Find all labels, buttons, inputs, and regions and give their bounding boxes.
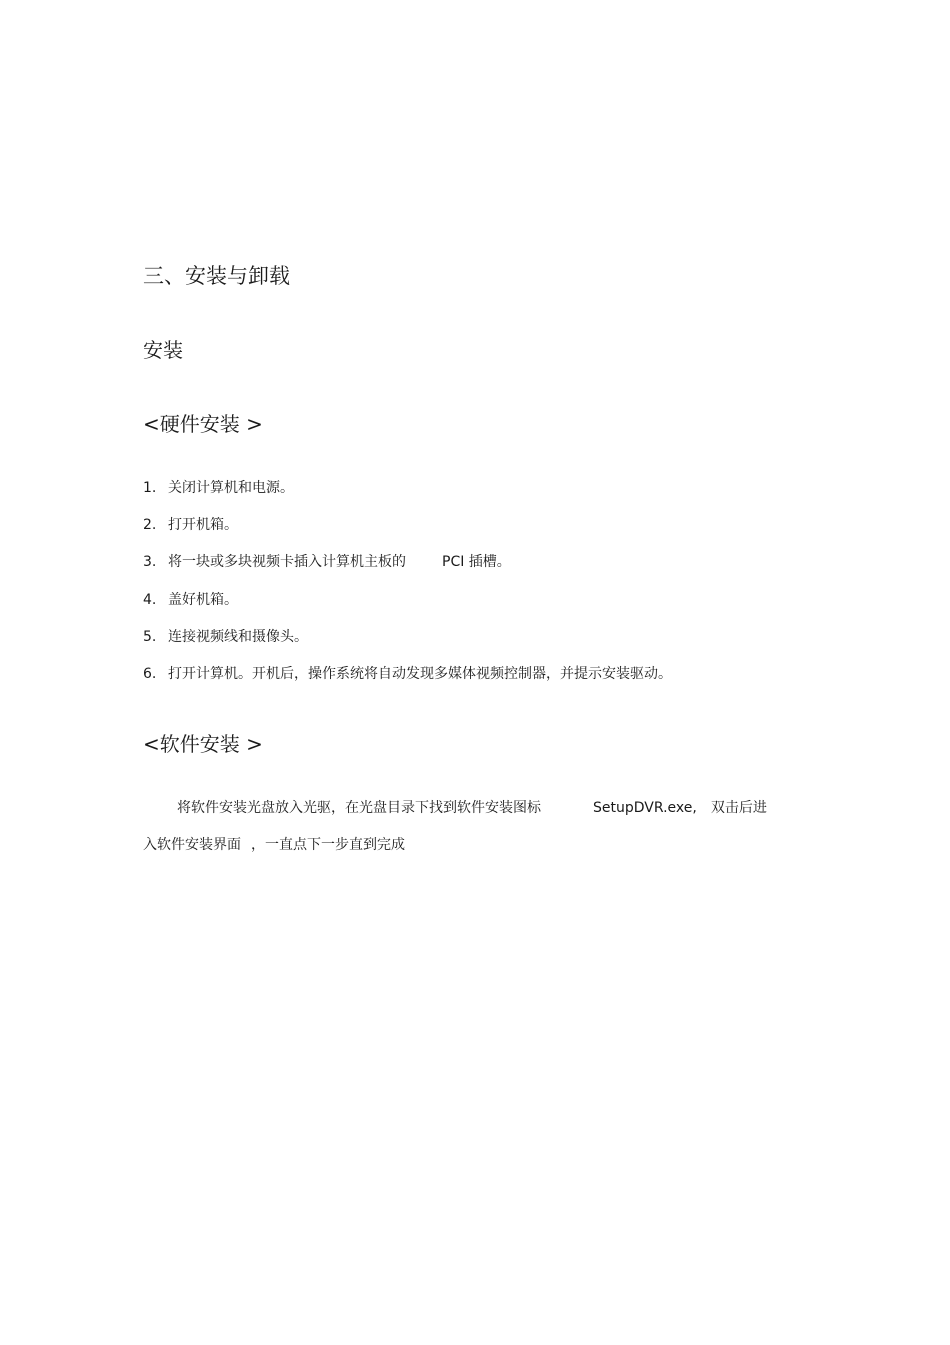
- list-item-number: 4.: [143, 592, 157, 608]
- list-item-text: 关闭计算机和电源。: [168, 480, 294, 496]
- paragraph-text: 双击后进: [710, 800, 767, 816]
- software-paragraph-line-2: [143, 834, 405, 854]
- section-title: 三、安装与卸载: [143, 264, 290, 288]
- list-item-text: 打开计算机。开机后，操作系统将自动发现多媒体视频控制器，并提示安装驱动。: [168, 666, 672, 682]
- install-heading: 安装: [143, 338, 183, 362]
- list-item-text: 盖好机箱。: [168, 592, 238, 608]
- list-item: [143, 589, 238, 609]
- list-item: [143, 514, 238, 534]
- paragraph-text: 入软件安装界面: [143, 837, 241, 853]
- list-item-number: 2.: [143, 517, 157, 533]
- list-item-number: 6.: [143, 666, 157, 682]
- paragraph-text: ，一直点下一步直到完成: [251, 837, 405, 853]
- list-item: [143, 477, 294, 497]
- list-item-text: 连接视频线和摄像头。: [168, 629, 308, 645]
- paragraph-text: 将软件安装光盘放入光驱，在光盘目录下找到软件安装图标: [177, 800, 541, 816]
- list-item-number: 3.: [143, 554, 157, 570]
- software-paragraph-line-1: [177, 797, 767, 817]
- list-item-text: 将一块或多块视频卡插入计算机主板的: [168, 554, 406, 570]
- software-install-heading: <软件安装 >: [143, 732, 263, 756]
- list-item: [143, 626, 308, 646]
- hardware-install-heading: <硬件安装 >: [143, 412, 263, 436]
- list-item: [143, 663, 672, 683]
- list-item-number: 1.: [143, 480, 157, 496]
- list-item-text-pci: PCI 插槽。: [442, 554, 511, 570]
- list-item-text: 打开机箱。: [168, 517, 238, 533]
- setup-filename: SetupDVR.exe,: [593, 800, 697, 816]
- list-item-number: 5.: [143, 629, 157, 645]
- list-item: [143, 551, 511, 571]
